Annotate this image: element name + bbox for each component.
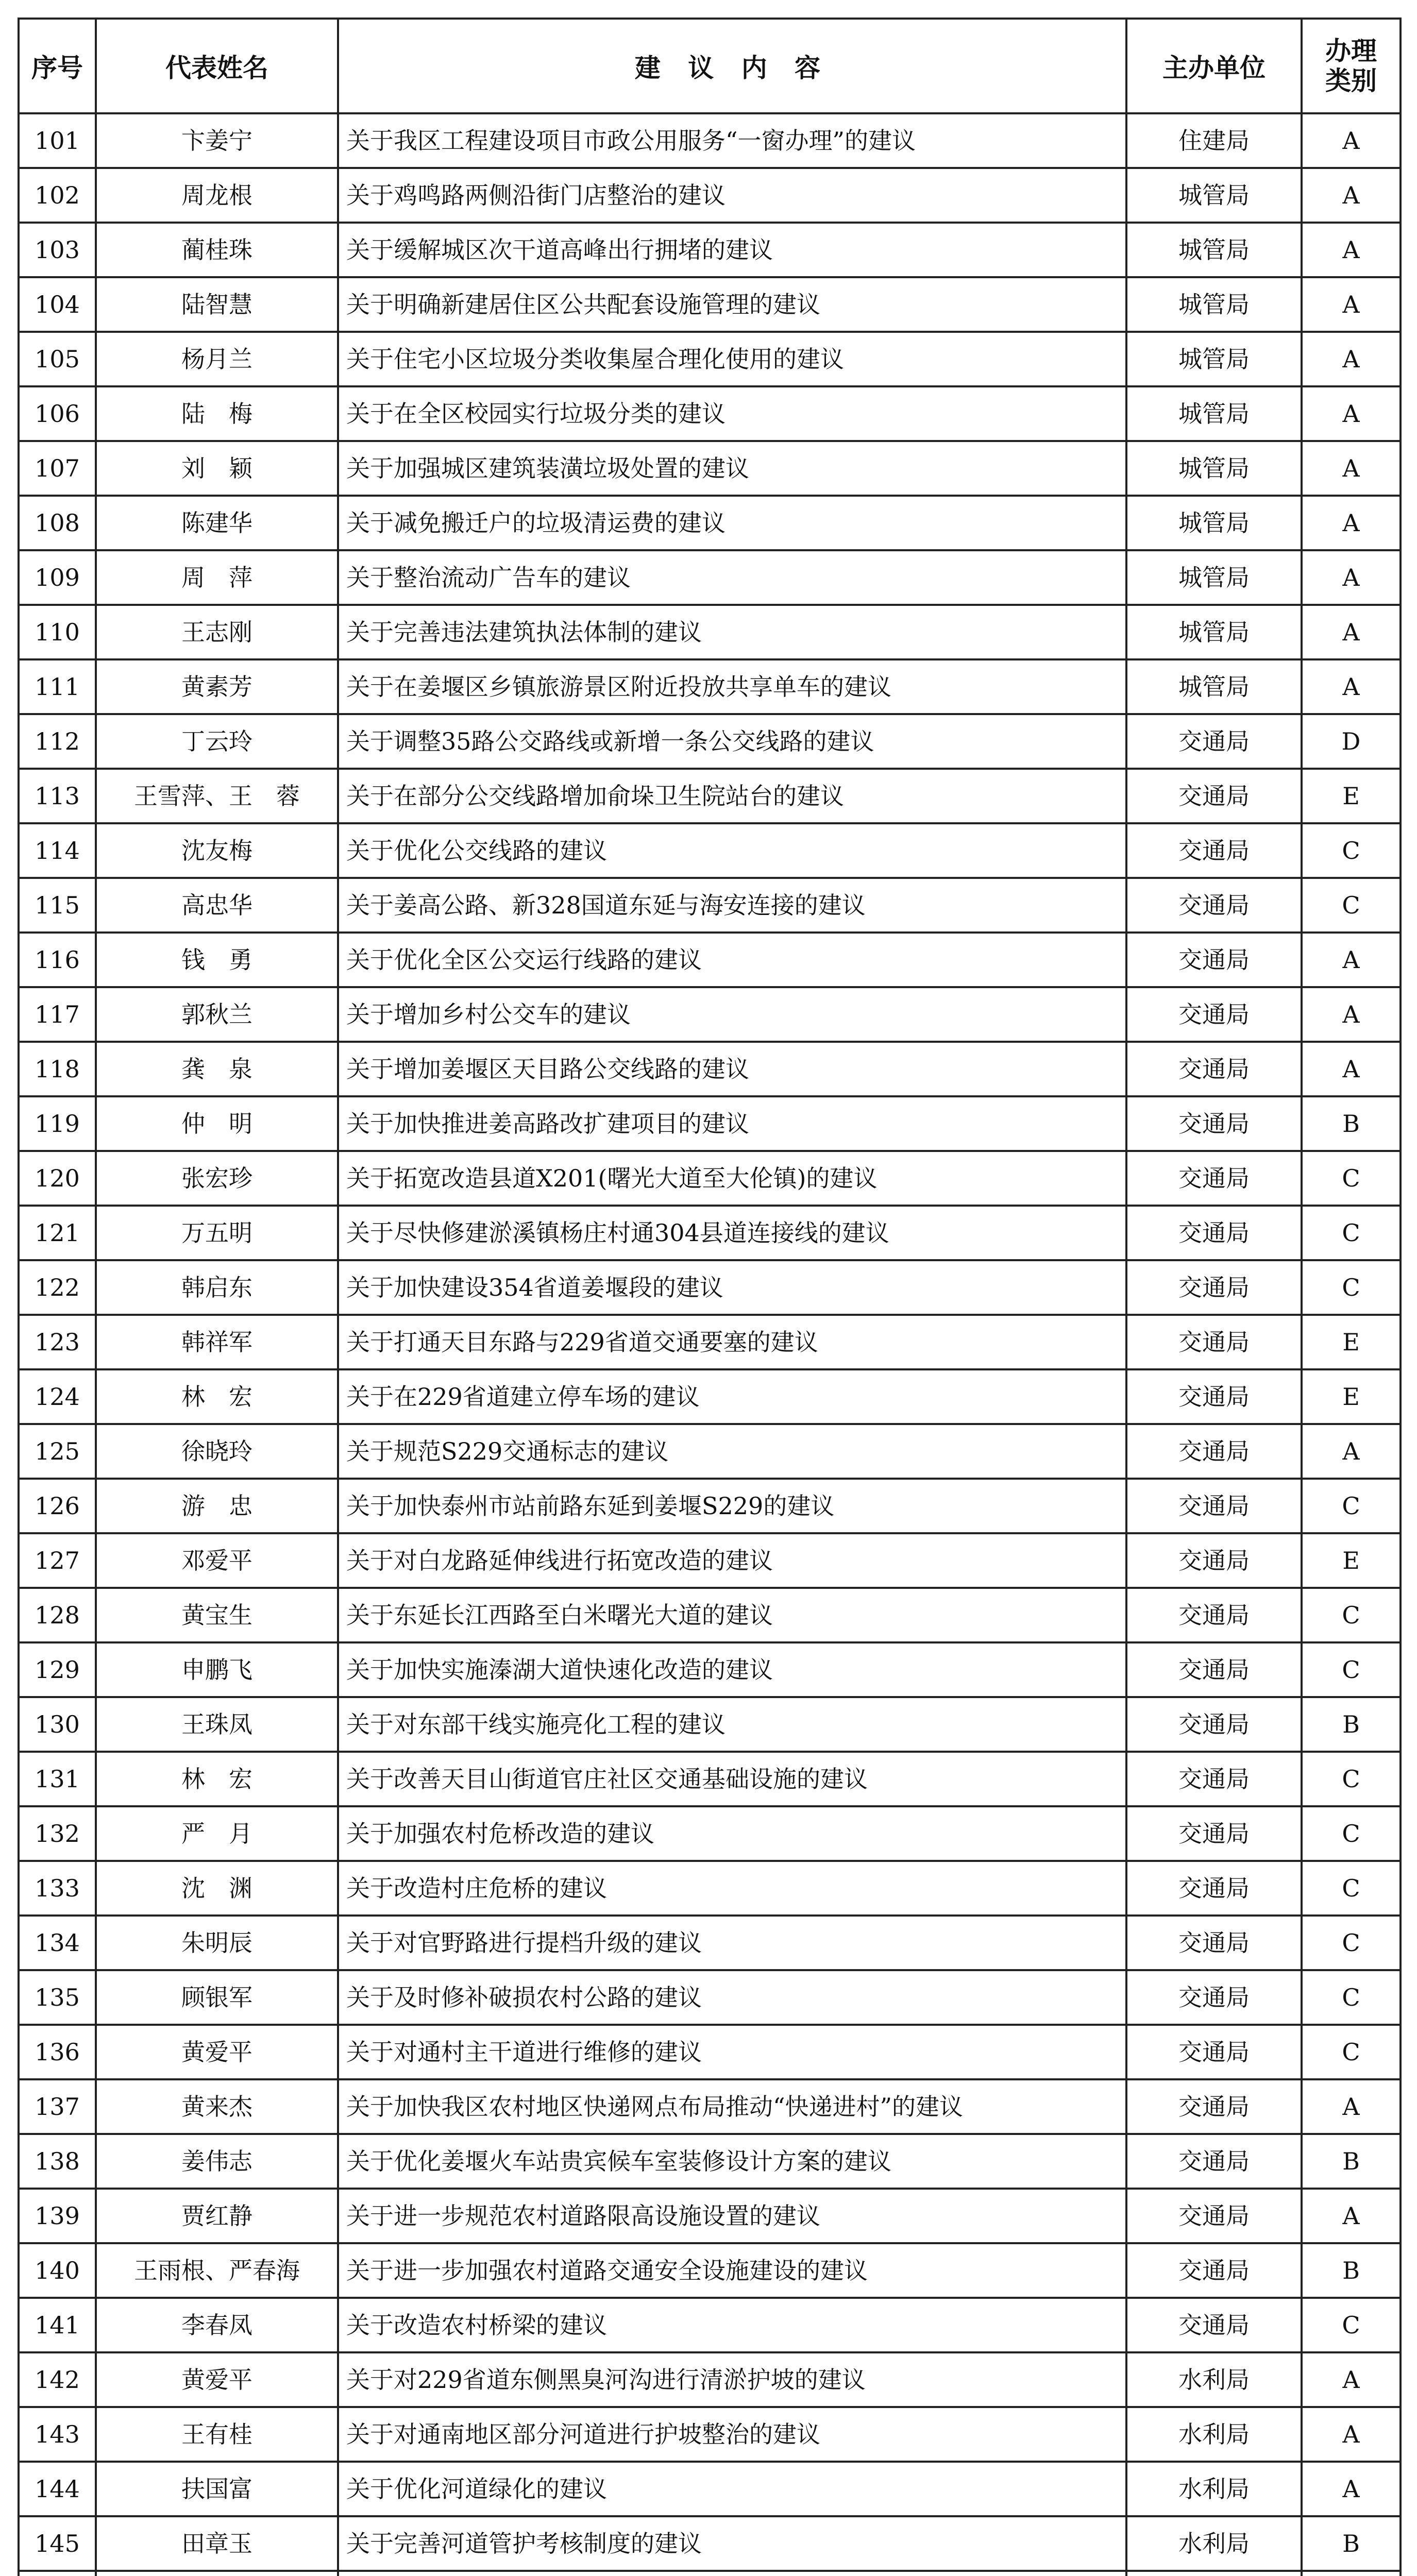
- representative-name-cell: 扶国富: [96, 2462, 338, 2516]
- serial-number-cell: 106: [19, 386, 96, 441]
- proposal-content-cell: 关于改善天目山街道官庄社区交通基础设施的建议: [338, 1752, 1126, 1806]
- table-row: [19, 1697, 1401, 1752]
- proposal-content-cell: 关于进一步规范农村道路限高设施设置的建议: [338, 2189, 1126, 2243]
- table-header: [19, 19, 1401, 113]
- serial-number-cell: 145: [19, 2516, 96, 2571]
- table-row: [19, 2189, 1401, 2243]
- representative-name-cell: 龚 泉: [96, 1042, 338, 1096]
- representative-name-cell: 沈友梅: [96, 823, 338, 878]
- handling-category-cell: A: [1302, 496, 1401, 550]
- table-row: [19, 1369, 1401, 1424]
- host-unit-cell: 交通局: [1126, 1206, 1302, 1260]
- handling-category-cell: C: [1302, 1479, 1401, 1533]
- handling-category-cell: A: [1302, 168, 1401, 223]
- host-unit-cell: 交通局: [1126, 1424, 1302, 1479]
- header-row: [19, 19, 1401, 113]
- representative-name-cell: 杨月兰: [96, 332, 338, 386]
- table-row: [19, 933, 1401, 987]
- header-handling-category: [1302, 19, 1401, 113]
- proposal-content-cell: 关于加强城区建筑装潢垃圾处置的建议: [338, 441, 1126, 496]
- host-unit-cell: 交通局: [1126, 2134, 1302, 2189]
- serial-number-cell: 123: [19, 1315, 96, 1369]
- handling-category-cell: C: [1302, 1151, 1401, 1206]
- host-unit-cell: [1126, 2571, 1302, 2576]
- representative-name-cell: 黄来杰: [96, 2079, 338, 2134]
- serial-number-cell: 115: [19, 878, 96, 933]
- table-row: [19, 878, 1401, 933]
- representative-name-cell: [96, 2571, 338, 2576]
- representative-name-cell: 高忠华: [96, 878, 338, 933]
- handling-category-cell: E: [1302, 1533, 1401, 1588]
- host-unit-cell: 城管局: [1126, 277, 1302, 332]
- serial-number-cell: 103: [19, 223, 96, 277]
- proposal-content-cell: 关于对东部干线实施亮化工程的建议: [338, 1697, 1126, 1752]
- proposal-content-cell: 关于改造村庄危桥的建议: [338, 1861, 1126, 1916]
- table-row: [19, 1752, 1401, 1806]
- representative-name-cell: 王雨根、严春海: [96, 2243, 338, 2298]
- host-unit-cell: 交通局: [1126, 987, 1302, 1042]
- handling-category-cell: E: [1302, 1369, 1401, 1424]
- handling-category-cell: A: [1302, 2352, 1401, 2407]
- handling-category-cell: A: [1302, 2189, 1401, 2243]
- representative-name-cell: 林 宏: [96, 1752, 338, 1806]
- proposal-content-cell: 关于优化全区公交运行线路的建议: [338, 933, 1126, 987]
- table-row: [19, 1642, 1401, 1697]
- host-unit-cell: 交通局: [1126, 1697, 1302, 1752]
- proposal-content-cell: 关于姜高公路、新328国道东延与海安连接的建议: [338, 878, 1126, 933]
- representative-name-cell: 黄爱平: [96, 2352, 338, 2407]
- table-row: [19, 659, 1401, 714]
- table-row: [19, 1206, 1401, 1260]
- representative-name-cell: 黄宝生: [96, 1588, 338, 1642]
- representative-name-cell: 刘 颖: [96, 441, 338, 496]
- serial-number-cell: 124: [19, 1369, 96, 1424]
- serial-number-cell: 136: [19, 2025, 96, 2079]
- table-row: [19, 441, 1401, 496]
- table-row: [19, 1533, 1401, 1588]
- serial-number-cell: 116: [19, 933, 96, 987]
- host-unit-cell: 住建局: [1126, 113, 1302, 168]
- serial-number-cell: 104: [19, 277, 96, 332]
- representative-name-cell: 沈 渊: [96, 1861, 338, 1916]
- handling-category-cell: C: [1302, 1806, 1401, 1861]
- host-unit-cell: 交通局: [1126, 1533, 1302, 1588]
- proposal-content-cell: 关于在全区校园实行垃圾分类的建议: [338, 386, 1126, 441]
- serial-number-cell: 112: [19, 714, 96, 769]
- proposal-content-cell: 关于及时修补破损农村公路的建议: [338, 1970, 1126, 2025]
- representative-name-cell: 郭秋兰: [96, 987, 338, 1042]
- host-unit-cell: 交通局: [1126, 1096, 1302, 1151]
- table-row: [19, 2571, 1401, 2576]
- representative-name-cell: 钱 勇: [96, 933, 338, 987]
- handling-category-cell: C: [1302, 1752, 1401, 1806]
- representative-name-cell: 姜伟志: [96, 2134, 338, 2189]
- proposal-content-cell: 关于鸡鸣路两侧沿街门店整治的建议: [338, 168, 1126, 223]
- table-row: [19, 1588, 1401, 1642]
- serial-number-cell: 126: [19, 1479, 96, 1533]
- host-unit-cell: 交通局: [1126, 1916, 1302, 1970]
- table-row: [19, 1096, 1401, 1151]
- table-row: [19, 223, 1401, 277]
- representative-name-cell: 黄爱平: [96, 2025, 338, 2079]
- proposal-content-cell: 关于加快泰州市站前路东延到姜堰S229的建议: [338, 1479, 1126, 1533]
- proposal-content-cell: 关于优化河道绿化的建议: [338, 2462, 1126, 2516]
- proposal-content-cell: [338, 2571, 1126, 2576]
- serial-number-cell: 127: [19, 1533, 96, 1588]
- proposal-content-cell: 关于在部分公交线路增加俞垛卫生院站台的建议: [338, 769, 1126, 823]
- proposal-content-cell: 关于改造农村桥梁的建议: [338, 2298, 1126, 2352]
- handling-category-cell: C: [1302, 1260, 1401, 1315]
- host-unit-cell: 水利局: [1126, 2407, 1302, 2462]
- serial-number-cell: 143: [19, 2407, 96, 2462]
- representative-name-cell: 蔺桂珠: [96, 223, 338, 277]
- representative-name-cell: 陆 梅: [96, 386, 338, 441]
- table-row: [19, 1916, 1401, 1970]
- handling-category-cell: C: [1302, 2025, 1401, 2079]
- host-unit-cell: 交通局: [1126, 1806, 1302, 1861]
- representative-name-cell: 贾红静: [96, 2189, 338, 2243]
- handling-category-cell: A: [1302, 933, 1401, 987]
- serial-number-cell: 102: [19, 168, 96, 223]
- serial-number-cell: 118: [19, 1042, 96, 1096]
- serial-number-cell: 128: [19, 1588, 96, 1642]
- proposal-content-cell: 关于拓宽改造县道X201(曙光大道至大伦镇)的建议: [338, 1151, 1126, 1206]
- table-row: [19, 2407, 1401, 2462]
- serial-number-cell: 135: [19, 1970, 96, 2025]
- serial-number-cell: 108: [19, 496, 96, 550]
- serial-number-cell: 113: [19, 769, 96, 823]
- handling-category-cell: B: [1302, 2243, 1401, 2298]
- representative-name-cell: 游 忠: [96, 1479, 338, 1533]
- table-row: [19, 2462, 1401, 2516]
- proposal-content-cell: 关于对通村主干道进行维修的建议: [338, 2025, 1126, 2079]
- serial-number-cell: 134: [19, 1916, 96, 1970]
- host-unit-cell: 城管局: [1126, 441, 1302, 496]
- representative-name-cell: 王志刚: [96, 605, 338, 659]
- representative-name-cell: 周 萍: [96, 550, 338, 605]
- handling-category-cell: C: [1302, 1970, 1401, 2025]
- proposal-content-cell: 关于优化公交线路的建议: [338, 823, 1126, 878]
- representative-name-cell: 仲 明: [96, 1096, 338, 1151]
- handling-category-cell: A: [1302, 2407, 1401, 2462]
- header-handling-category-line1: 办理: [1325, 36, 1377, 66]
- table-row: [19, 168, 1401, 223]
- host-unit-cell: 交通局: [1126, 1752, 1302, 1806]
- serial-number-cell: 132: [19, 1806, 96, 1861]
- serial-number-cell: 114: [19, 823, 96, 878]
- proposal-content-cell: 关于加快推进姜高路改扩建项目的建议: [338, 1096, 1126, 1151]
- handling-category-cell: B: [1302, 1697, 1401, 1752]
- table-row: [19, 550, 1401, 605]
- representative-name-cell: 丁云玲: [96, 714, 338, 769]
- serial-number-cell: 101: [19, 113, 96, 168]
- representative-name-cell: 王珠凤: [96, 1697, 338, 1752]
- handling-category-cell: D: [1302, 714, 1401, 769]
- host-unit-cell: 交通局: [1126, 933, 1302, 987]
- proposal-content-cell: 关于我区工程建设项目市政公用服务“一窗办理”的建议: [338, 113, 1126, 168]
- handling-category-cell: C: [1302, 823, 1401, 878]
- representative-name-cell: 王有桂: [96, 2407, 338, 2462]
- handling-category-cell: A: [1302, 659, 1401, 714]
- table-row: [19, 2298, 1401, 2352]
- table-row: [19, 605, 1401, 659]
- host-unit-cell: 交通局: [1126, 2079, 1302, 2134]
- host-unit-cell: 城管局: [1126, 550, 1302, 605]
- host-unit-cell: 交通局: [1126, 1588, 1302, 1642]
- representative-name-cell: 顾银军: [96, 1970, 338, 2025]
- representative-name-cell: 卞姜宁: [96, 113, 338, 168]
- proposal-content-cell: 关于规范S229交通标志的建议: [338, 1424, 1126, 1479]
- header-proposal-content: 建 议 内 容: [338, 19, 1126, 113]
- proposal-content-cell: 关于加强农村危桥改造的建议: [338, 1806, 1126, 1861]
- representative-name-cell: 陈建华: [96, 496, 338, 550]
- proposal-content-cell: 关于在姜堰区乡镇旅游景区附近投放共享单车的建议: [338, 659, 1126, 714]
- handling-category-cell: B: [1302, 2134, 1401, 2189]
- handling-category-cell: C: [1302, 1861, 1401, 1916]
- proposal-content-cell: 关于增加乡村公交车的建议: [338, 987, 1126, 1042]
- handling-category-cell: C: [1302, 1206, 1401, 1260]
- table-row: [19, 1151, 1401, 1206]
- serial-number-cell: 133: [19, 1861, 96, 1916]
- serial-number-cell: 142: [19, 2352, 96, 2407]
- host-unit-cell: 交通局: [1126, 1042, 1302, 1096]
- host-unit-cell: 交通局: [1126, 1260, 1302, 1315]
- representative-name-cell: 王雪萍、王 蓉: [96, 769, 338, 823]
- serial-number-cell: 110: [19, 605, 96, 659]
- serial-number-cell: 141: [19, 2298, 96, 2352]
- representative-name-cell: 严 月: [96, 1806, 338, 1861]
- proposal-content-cell: 关于加快实施溱湖大道快速化改造的建议: [338, 1642, 1126, 1697]
- handling-category-cell: A: [1302, 550, 1401, 605]
- proposal-content-cell: 关于优化姜堰火车站贵宾候车室装修设计方案的建议: [338, 2134, 1126, 2189]
- table-row: [19, 496, 1401, 550]
- serial-number-cell: 137: [19, 2079, 96, 2134]
- table-row: [19, 1315, 1401, 1369]
- table-row: [19, 386, 1401, 441]
- proposal-content-cell: 关于加快建设354省道姜堰段的建议: [338, 1260, 1126, 1315]
- handling-category-cell: A: [1302, 1042, 1401, 1096]
- host-unit-cell: 水利局: [1126, 2352, 1302, 2407]
- proposal-content-cell: 关于打通天目东路与229省道交通要塞的建议: [338, 1315, 1126, 1369]
- table-row: [19, 2352, 1401, 2407]
- serial-number-cell: [19, 2571, 96, 2576]
- host-unit-cell: 交通局: [1126, 1642, 1302, 1697]
- table-row: [19, 1042, 1401, 1096]
- serial-number-cell: 120: [19, 1151, 96, 1206]
- handling-category-cell: B: [1302, 1096, 1401, 1151]
- serial-number-cell: 122: [19, 1260, 96, 1315]
- handling-category-cell: B: [1302, 2516, 1401, 2571]
- table-row: [19, 2134, 1401, 2189]
- proposal-content-cell: 关于进一步加强农村道路交通安全设施建设的建议: [338, 2243, 1126, 2298]
- proposal-content-cell: 关于东延长江西路至白米曙光大道的建议: [338, 1588, 1126, 1642]
- header-host-unit: 主办单位: [1126, 19, 1302, 113]
- representative-name-cell: 张宏珍: [96, 1151, 338, 1206]
- table-row: [19, 277, 1401, 332]
- host-unit-cell: 交通局: [1126, 2025, 1302, 2079]
- header-handling-category-line2: 类别: [1325, 66, 1377, 96]
- host-unit-cell: 交通局: [1126, 769, 1302, 823]
- representative-name-cell: 周龙根: [96, 168, 338, 223]
- representative-name-cell: 韩启东: [96, 1260, 338, 1315]
- host-unit-cell: 交通局: [1126, 1479, 1302, 1533]
- serial-number-cell: 111: [19, 659, 96, 714]
- handling-category-cell: A: [1302, 987, 1401, 1042]
- representative-name-cell: 徐晓玲: [96, 1424, 338, 1479]
- host-unit-cell: 交通局: [1126, 823, 1302, 878]
- representative-name-cell: 李春凤: [96, 2298, 338, 2352]
- handling-category-cell: C: [1302, 878, 1401, 933]
- representative-name-cell: 黄素芳: [96, 659, 338, 714]
- handling-category-cell: A: [1302, 277, 1401, 332]
- table-row: [19, 1861, 1401, 1916]
- serial-number-cell: 131: [19, 1752, 96, 1806]
- serial-number-cell: 144: [19, 2462, 96, 2516]
- table-row: [19, 2516, 1401, 2571]
- host-unit-cell: 水利局: [1126, 2516, 1302, 2571]
- table-row: [19, 823, 1401, 878]
- handling-category-cell: A: [1302, 1424, 1401, 1479]
- handling-category-cell: A: [1302, 113, 1401, 168]
- representative-name-cell: 陆智慧: [96, 277, 338, 332]
- serial-number-cell: 139: [19, 2189, 96, 2243]
- serial-number-cell: 121: [19, 1206, 96, 1260]
- table-row: [19, 1970, 1401, 2025]
- handling-category-cell: C: [1302, 2298, 1401, 2352]
- proposal-content-cell: 关于完善河道管护考核制度的建议: [338, 2516, 1126, 2571]
- proposal-table: [18, 18, 1402, 2576]
- handling-category-cell: A: [1302, 441, 1401, 496]
- host-unit-cell: 城管局: [1126, 332, 1302, 386]
- proposal-content-cell: 关于对白龙路延伸线进行拓宽改造的建议: [338, 1533, 1126, 1588]
- host-unit-cell: 交通局: [1126, 1369, 1302, 1424]
- serial-number-cell: 130: [19, 1697, 96, 1752]
- table-row: [19, 987, 1401, 1042]
- table-row: [19, 113, 1401, 168]
- host-unit-cell: 交通局: [1126, 1315, 1302, 1369]
- proposal-content-cell: 关于尽快修建淤溪镇杨庄村通304县道连接线的建议: [338, 1206, 1126, 1260]
- proposal-content-cell: 关于完善违法建筑执法体制的建议: [338, 605, 1126, 659]
- header-serial-number: 序号: [19, 19, 96, 113]
- proposal-content-cell: 关于明确新建居住区公共配套设施管理的建议: [338, 277, 1126, 332]
- representative-name-cell: 林 宏: [96, 1369, 338, 1424]
- proposal-content-cell: 关于加快我区农村地区快递网点布局推动“快递进村”的建议: [338, 2079, 1126, 2134]
- handling-category-cell: A: [1302, 605, 1401, 659]
- proposal-content-cell: 关于住宅小区垃圾分类收集屋合理化使用的建议: [338, 332, 1126, 386]
- representative-name-cell: 万五明: [96, 1206, 338, 1260]
- table-row: [19, 1260, 1401, 1315]
- host-unit-cell: 交通局: [1126, 714, 1302, 769]
- handling-category-cell: A: [1302, 332, 1401, 386]
- handling-category-cell: A: [1302, 2462, 1401, 2516]
- handling-category-cell: C: [1302, 1642, 1401, 1697]
- host-unit-cell: 城管局: [1126, 223, 1302, 277]
- host-unit-cell: 交通局: [1126, 2243, 1302, 2298]
- proposal-content-cell: 关于缓解城区次干道高峰出行拥堵的建议: [338, 223, 1126, 277]
- host-unit-cell: 交通局: [1126, 2189, 1302, 2243]
- handling-category-cell: A: [1302, 2079, 1401, 2134]
- serial-number-cell: 140: [19, 2243, 96, 2298]
- handling-category-cell: C: [1302, 1588, 1401, 1642]
- proposal-content-cell: 关于对229省道东侧黑臭河沟进行清淤护坡的建议: [338, 2352, 1126, 2407]
- proposal-content-cell: 关于减免搬迁户的垃圾清运费的建议: [338, 496, 1126, 550]
- handling-category-cell: A: [1302, 223, 1401, 277]
- table-row: [19, 2079, 1401, 2134]
- host-unit-cell: 交通局: [1126, 1970, 1302, 2025]
- table-row: [19, 2025, 1401, 2079]
- table-row: [19, 769, 1401, 823]
- table-row: [19, 332, 1401, 386]
- table-body: [19, 113, 1401, 2576]
- handling-category-cell: A: [1302, 386, 1401, 441]
- serial-number-cell: 107: [19, 441, 96, 496]
- serial-number-cell: 129: [19, 1642, 96, 1697]
- serial-number-cell: 117: [19, 987, 96, 1042]
- proposal-content-cell: 关于对官野路进行提档升级的建议: [338, 1916, 1126, 1970]
- table-row: [19, 1479, 1401, 1533]
- serial-number-cell: 109: [19, 550, 96, 605]
- handling-category-cell: E: [1302, 769, 1401, 823]
- proposal-content-cell: 关于对通南地区部分河道进行护坡整治的建议: [338, 2407, 1126, 2462]
- host-unit-cell: 交通局: [1126, 2298, 1302, 2352]
- host-unit-cell: 交通局: [1126, 1861, 1302, 1916]
- representative-name-cell: 邓爱平: [96, 1533, 338, 1588]
- header-representative-name: 代表姓名: [96, 19, 338, 113]
- table-row: [19, 714, 1401, 769]
- representative-name-cell: 朱明辰: [96, 1916, 338, 1970]
- handling-category-cell: C: [1302, 1916, 1401, 1970]
- serial-number-cell: 138: [19, 2134, 96, 2189]
- host-unit-cell: 交通局: [1126, 878, 1302, 933]
- host-unit-cell: 水利局: [1126, 2462, 1302, 2516]
- representative-name-cell: 田章玉: [96, 2516, 338, 2571]
- proposal-content-cell: 关于整治流动广告车的建议: [338, 550, 1126, 605]
- serial-number-cell: 119: [19, 1096, 96, 1151]
- handling-category-cell: E: [1302, 1315, 1401, 1369]
- proposal-content-cell: 关于增加姜堰区天目路公交线路的建议: [338, 1042, 1126, 1096]
- host-unit-cell: 城管局: [1126, 168, 1302, 223]
- host-unit-cell: 城管局: [1126, 496, 1302, 550]
- host-unit-cell: 城管局: [1126, 386, 1302, 441]
- table-row: [19, 1806, 1401, 1861]
- table-row: [19, 1424, 1401, 1479]
- table-row: [19, 2243, 1401, 2298]
- host-unit-cell: 交通局: [1126, 1151, 1302, 1206]
- proposal-content-cell: 关于在229省道建立停车场的建议: [338, 1369, 1126, 1424]
- representative-name-cell: 申鹏飞: [96, 1642, 338, 1697]
- serial-number-cell: 125: [19, 1424, 96, 1479]
- host-unit-cell: 城管局: [1126, 659, 1302, 714]
- serial-number-cell: 105: [19, 332, 96, 386]
- host-unit-cell: 城管局: [1126, 605, 1302, 659]
- handling-category-cell: [1302, 2571, 1401, 2576]
- proposal-content-cell: 关于调整35路公交路线或新增一条公交线路的建议: [338, 714, 1126, 769]
- representative-name-cell: 韩祥军: [96, 1315, 338, 1369]
